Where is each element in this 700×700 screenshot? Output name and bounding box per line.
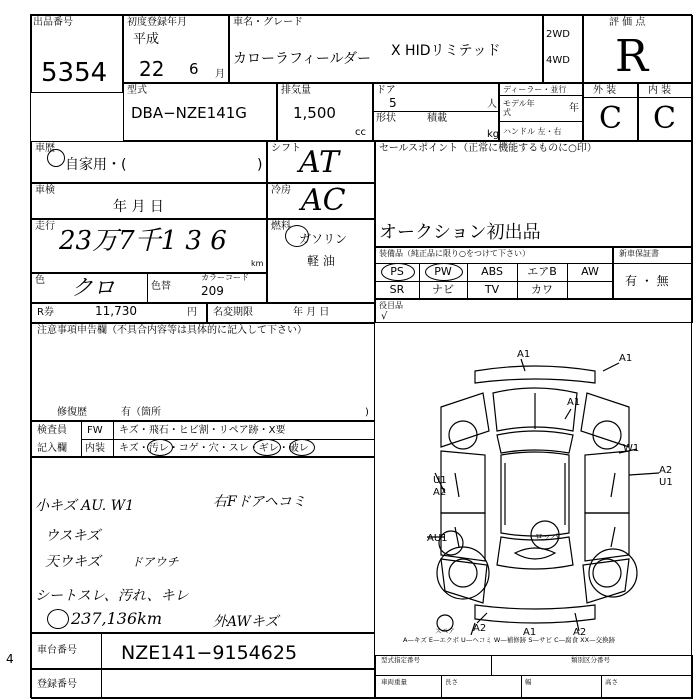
displacement: 1,500 xyxy=(293,104,336,122)
displacement-label: 排気量 xyxy=(281,85,311,96)
equipment-label: 装備品（純正品に限り○をつけて下さい） xyxy=(379,249,530,258)
staff-value: √ xyxy=(381,311,388,322)
mark-a1-rear: A1 xyxy=(523,627,537,635)
vehicle-weight-label: 車両重量 xyxy=(381,678,407,686)
mark-a2-left: A2 xyxy=(433,487,447,498)
equipment-item: エアB xyxy=(527,265,557,278)
reg-label: 登録番号 xyxy=(37,679,77,690)
ac-label: 冷房 xyxy=(271,185,291,196)
exterior-label: 外 装 xyxy=(593,85,617,96)
load-label: 積載 xyxy=(427,113,447,124)
fuel-gas: ガソリン xyxy=(299,232,348,246)
width-label: 幅 xyxy=(525,678,532,686)
name-grade-label: 車名・グレード xyxy=(233,17,303,28)
drive-4wd: 4WD xyxy=(546,55,570,66)
repair-close: ) xyxy=(365,407,369,418)
shift-label: シフト xyxy=(271,143,301,154)
handwritten-area xyxy=(31,457,375,633)
equipment-item: PS xyxy=(390,265,404,278)
month-unit: 月 xyxy=(215,69,225,80)
interior-items: キズ・汚レ・コゲ・穴・スレ・ギレ・破レ xyxy=(119,443,309,454)
mark-a2-right: A2 xyxy=(659,465,673,476)
shape-label: 形状 xyxy=(376,113,396,124)
history-circle xyxy=(47,149,65,167)
drive-2wd: 2WD xyxy=(546,29,570,40)
color-value: クロ xyxy=(71,276,116,301)
entry-label: 記入欄 xyxy=(37,443,67,454)
inspection-label: 車検 xyxy=(35,185,55,196)
cc-unit: cc xyxy=(355,127,366,138)
lot-label: 出品番号 xyxy=(33,17,73,28)
category-label: 類別区分番号 xyxy=(571,656,610,664)
note-line-5: ドアウチ xyxy=(131,555,179,569)
doors-label: ドア xyxy=(376,85,396,96)
recycle-label: R券 xyxy=(37,307,54,318)
note-line-4: 天ウキズ xyxy=(45,554,101,570)
auction-sheet xyxy=(30,14,692,698)
year-unit: 年 xyxy=(569,103,579,114)
staff-label: 役目品 xyxy=(379,301,403,310)
yen-unit: 円 xyxy=(187,307,197,318)
interior-label: 内 装 xyxy=(648,85,672,96)
type-approval-label: 型式指定番号 xyxy=(381,656,420,664)
car-diagram xyxy=(375,323,693,635)
equipment-item: AW xyxy=(581,265,599,278)
pill-label: ロッパ xyxy=(535,532,559,541)
km-unit: km xyxy=(251,259,264,268)
shift-value: AT xyxy=(299,145,340,180)
damage-legend: A—キズ E—エクボ U—ヘコミ W—補修跡 S—サビ C—腐食 XX—交換跡 xyxy=(403,636,616,644)
repair-value: 有（箇所 xyxy=(121,407,161,418)
dealer-label: ディーラー・並行 xyxy=(503,85,567,94)
equipment-item: PW xyxy=(434,265,452,278)
mark-u1-left: U1 xyxy=(433,475,447,486)
mark-a2-rear-right: A2 xyxy=(573,627,587,635)
note-line-1: 小キズ AU. W1 xyxy=(35,498,134,514)
mileage-label: 走行 xyxy=(35,221,55,232)
exterior-grade: C xyxy=(599,101,622,136)
fuel-circle xyxy=(285,225,309,247)
margin-mark: 4 xyxy=(6,652,14,666)
mark-au1-left: AU1 xyxy=(427,533,448,544)
mileage-value: 23万7千1 3 6 xyxy=(59,226,227,256)
handle-label: ハンドル 左・右 xyxy=(503,127,562,136)
color-change-label: 色替 xyxy=(151,281,171,292)
equipment-item: カワ xyxy=(531,283,553,296)
color-code: 209 xyxy=(201,284,224,298)
model-label: 型式 xyxy=(127,85,147,96)
equipment-item: SR xyxy=(389,283,405,296)
mark-a1-hood: A1 xyxy=(567,397,581,408)
ac-value: AC xyxy=(301,183,346,218)
drive-box xyxy=(543,15,583,83)
equipment-item: ナビ xyxy=(432,283,454,296)
kire-circle xyxy=(289,439,315,456)
grade: X HIDリミテッド xyxy=(391,43,501,59)
meter-circle xyxy=(47,609,69,629)
mark-a2-rear-left: A2 xyxy=(473,623,487,634)
reg-month: 6 xyxy=(189,60,199,78)
warranty-label: 新車保証書 xyxy=(619,249,659,258)
mark-u1-right: U1 xyxy=(659,477,673,488)
recycle-amount: 11,730 xyxy=(95,304,137,318)
chassis-number: NZE141−9154625 xyxy=(121,642,298,664)
history-close: ) xyxy=(257,157,263,173)
fw-items: キズ・飛石・ヒビ割・リペア跡・X要 xyxy=(119,425,286,436)
fuel-label: 燃料 xyxy=(271,221,291,232)
interior-grade: C xyxy=(653,101,676,136)
mark-w1-right: W1 xyxy=(623,443,640,454)
history-label: 車歴 xyxy=(35,143,55,154)
doors: 5 xyxy=(389,96,397,110)
color-code-label: カラーコード xyxy=(201,273,249,282)
eval-score: R xyxy=(615,31,649,82)
height-label: 高さ xyxy=(605,678,618,686)
name-change-value: 年 月 日 xyxy=(293,307,330,318)
era: 平成 xyxy=(133,32,160,47)
length-label: 長さ xyxy=(445,678,458,686)
history-value: 自家用・( xyxy=(65,157,127,173)
spare-label: スペア xyxy=(435,627,455,635)
mark-a1-front: A1 xyxy=(517,349,531,360)
equipment-item: TV xyxy=(484,283,500,296)
seats-unit: 人 xyxy=(487,99,497,110)
sure-circle xyxy=(253,439,281,456)
car-name: カローラフィールダー xyxy=(233,51,372,67)
name-change-label: 名変期限 xyxy=(213,307,253,318)
interior-notes-label: 内装 xyxy=(85,443,105,454)
inspection-value: 年 月 日 xyxy=(113,199,164,215)
fw-label: FW xyxy=(87,425,103,436)
inspector-label: 検査員 xyxy=(37,425,67,436)
repair-label: 修復歴 xyxy=(57,407,87,418)
note-line-7: 外AWキズ xyxy=(213,614,279,630)
model-year-label: モデル年式 xyxy=(503,99,535,117)
note-line-6: シートスレ、汚れ、キレ xyxy=(35,588,189,604)
fuel-diesel: 軽 油 xyxy=(307,254,335,268)
equipment-item: ABS xyxy=(481,265,503,278)
chassis-label: 車台番号 xyxy=(37,645,77,656)
mark-a1-front-right: A1 xyxy=(619,353,633,364)
lot-number: 5354 xyxy=(41,58,108,88)
yogore-circle xyxy=(147,439,173,456)
meter-value: 237,136km xyxy=(71,609,163,628)
first-reg-label: 初度登録年月 xyxy=(127,17,187,28)
model-code: DBA−NZE141G xyxy=(131,104,247,122)
sales-points-label: セールスポイント（正常に機能するものに○印） xyxy=(379,143,597,154)
caution-label: 注意事項申告欄（不具合内容等は具体的に記入して下さい） xyxy=(37,325,307,336)
eval-label: 評 価 点 xyxy=(609,17,646,28)
kg-unit: kg xyxy=(487,129,500,140)
equipment-circle xyxy=(381,263,415,281)
warranty-options: 有 ・ 無 xyxy=(625,274,669,288)
note-line-3: ウスキズ xyxy=(45,528,101,544)
color-label: 色 xyxy=(35,275,45,286)
note-line-2: 右Fドアヘコミ xyxy=(213,494,306,510)
equipment-circle xyxy=(425,263,463,281)
sales-headline: オークション初出品 xyxy=(379,222,541,243)
reg-year: 22 xyxy=(139,57,165,81)
